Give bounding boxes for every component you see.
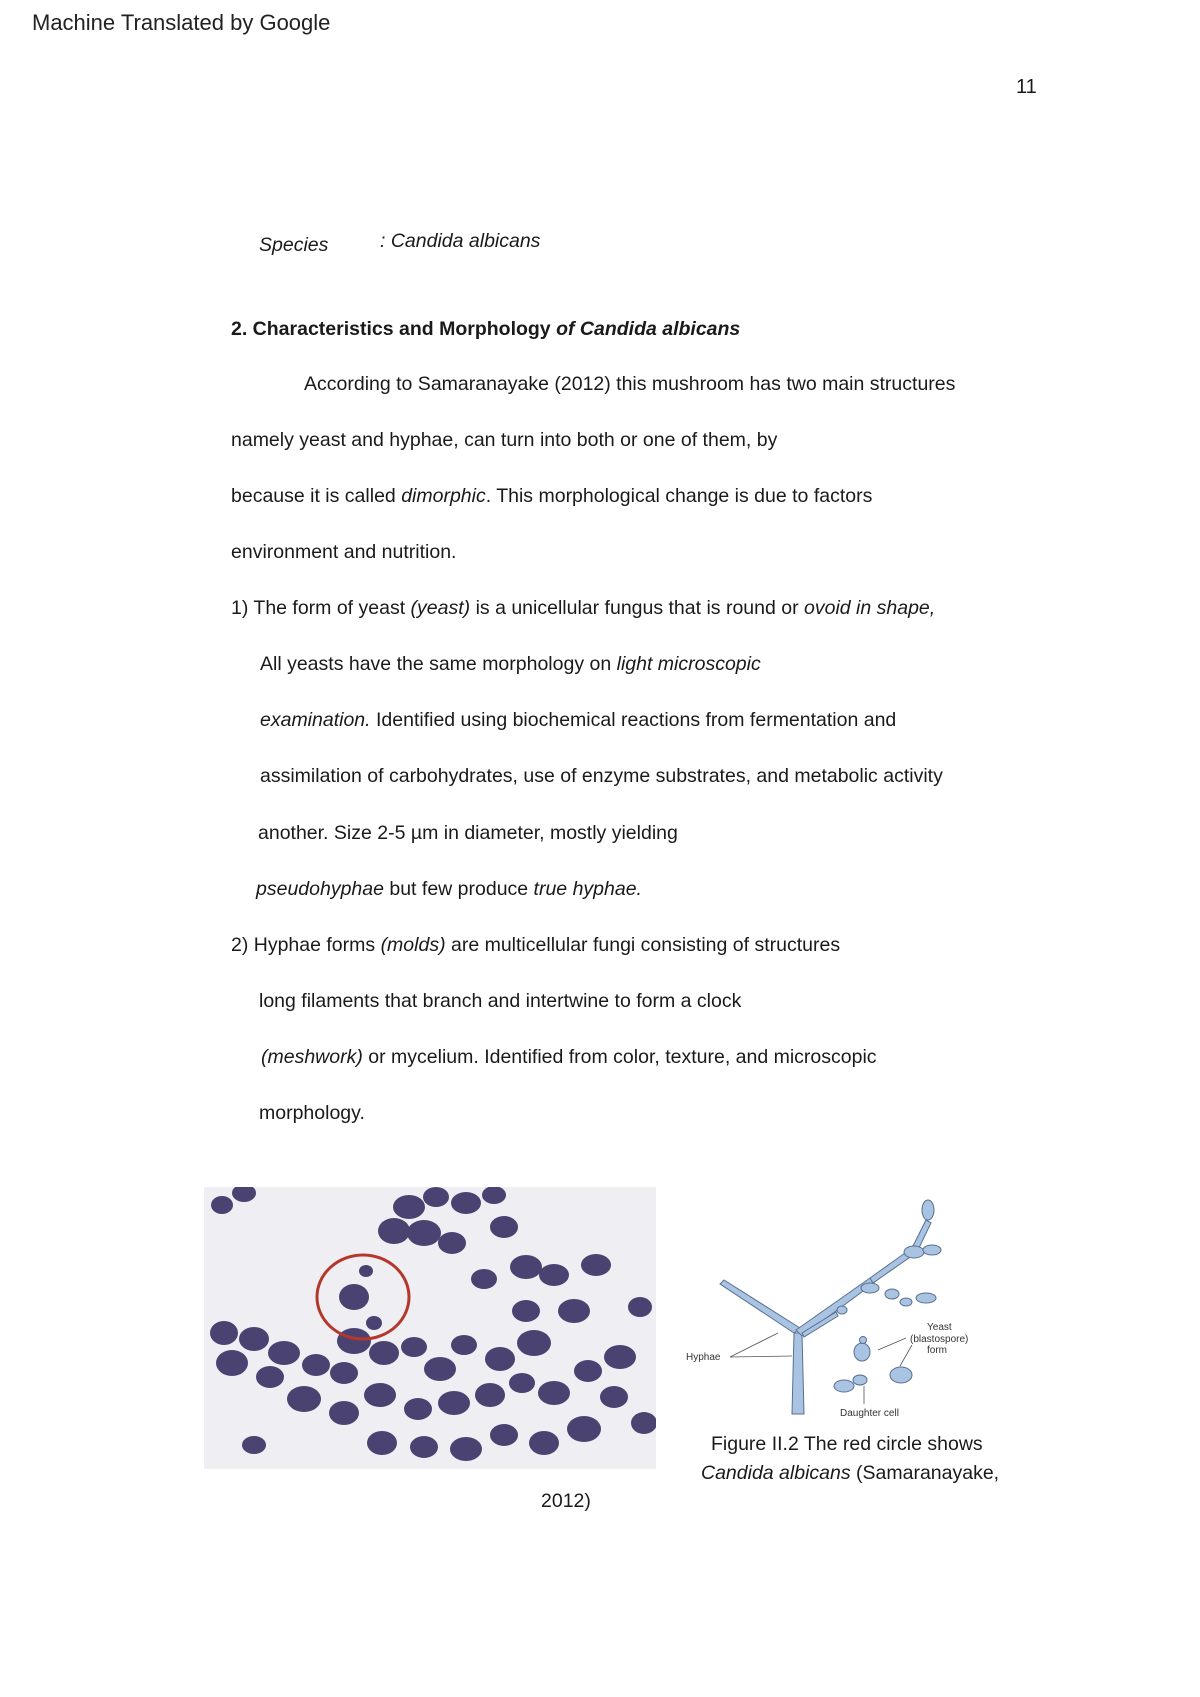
label-hyphae: Hyphae xyxy=(686,1352,721,1363)
item1-line-6: pseudohyphae but few produce true hyphae. xyxy=(256,878,642,900)
microscope-photo xyxy=(204,1187,656,1469)
page-number: 11 xyxy=(1016,76,1037,98)
para-line-2: namely yeast and hyphae, can turn into both or one of them, by xyxy=(231,429,778,451)
label-form: form xyxy=(927,1345,947,1356)
species-label: Species xyxy=(259,234,329,256)
item1-line-1: 1) The form of yeast (yeast) is a unicellular fungus that is round or ovoid in shape, xyxy=(231,597,936,619)
label-daughter-cell: Daughter cell xyxy=(840,1408,899,1419)
yeast-cells-image xyxy=(204,1187,656,1469)
figure-caption-line-3: 2012) xyxy=(541,1490,591,1512)
item1-line-4: assimilation of carbohydrates, use of enzyme substrates, and metabolic activity xyxy=(260,765,943,787)
item2-line-3: (meshwork) or mycelium. Identified from color, texture, and microscopic xyxy=(261,1046,877,1068)
para-line-4: environment and nutrition. xyxy=(231,541,457,563)
item1-line-2: All yeasts have the same morphology on light microscopic xyxy=(260,653,761,675)
machine-translation-banner: Machine Translated by Google xyxy=(32,10,331,35)
figure-caption-line-2: Candida albicans (Samaranayake, xyxy=(701,1462,1000,1484)
label-blastospore: (blastospore) xyxy=(910,1334,969,1345)
item1-line-3: examination. Identified using biochemical reactions from fermentation and xyxy=(260,709,897,731)
item2-line-2: long filaments that branch and intertwine to form a clock xyxy=(259,990,742,1012)
item2-line-4: morphology. xyxy=(259,1102,365,1124)
item2-line-1: 2) Hyphae forms (molds) are multicellular fungi consisting of structures xyxy=(231,934,841,956)
para-line-1: According to Samaranayake (2012) this mushroom has two main structures xyxy=(304,373,956,395)
label-yeast: Yeast xyxy=(927,1322,952,1333)
hyphae-yeast-diagram xyxy=(680,1190,980,1420)
species-value: : Candida albicans xyxy=(380,230,541,252)
para-line-3: because it is called dimorphic. This morphological change is due to factors xyxy=(231,485,873,507)
candida-diagram xyxy=(680,1190,980,1420)
section-heading: 2. Characteristics and Morphology of Candida albicans xyxy=(231,318,741,340)
item1-line-5: another. Size 2-5 µm in diameter, mostly yielding xyxy=(258,822,678,844)
figure-caption-line-1: Figure II.2 The red circle shows xyxy=(711,1433,983,1455)
